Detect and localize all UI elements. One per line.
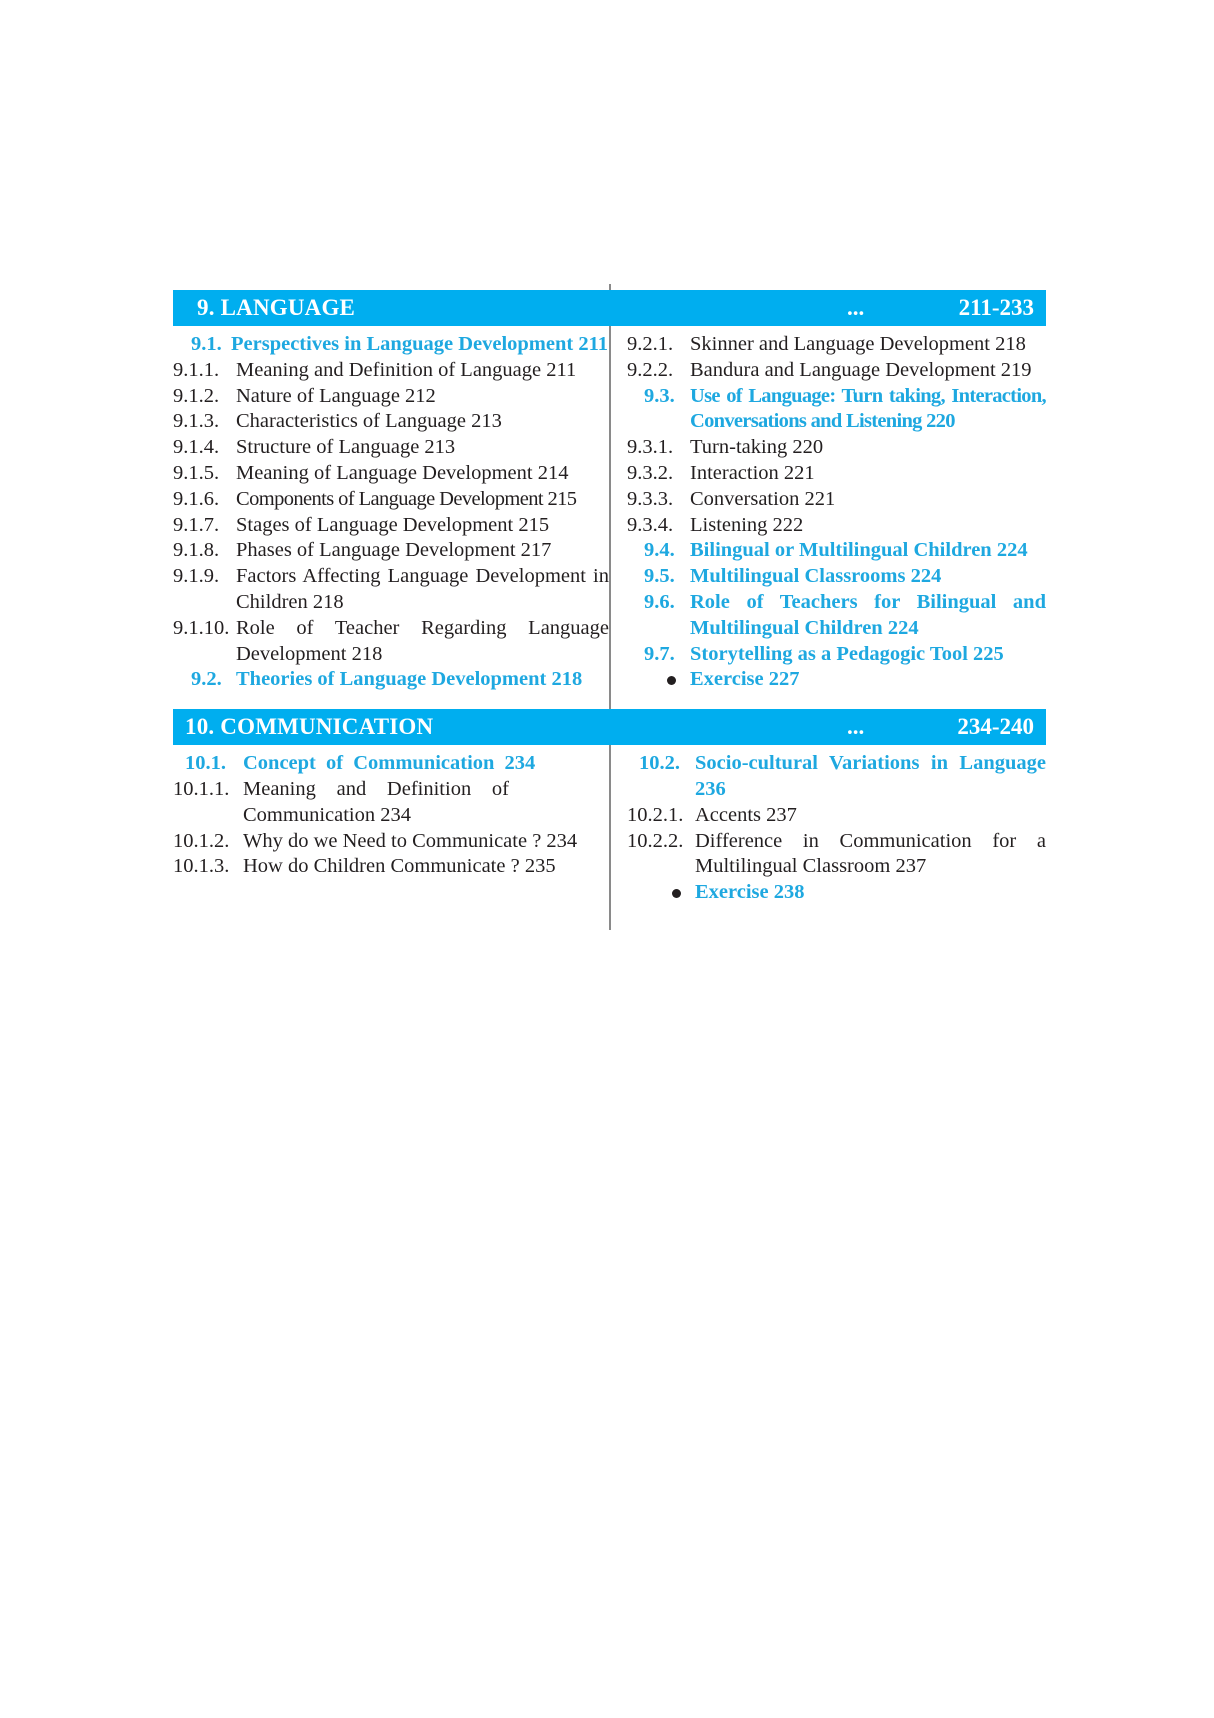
entry-text: Why do we Need to Communicate ? 234 bbox=[243, 829, 578, 852]
entry-number: 9.7. bbox=[644, 642, 675, 665]
toc-entry[interactable] bbox=[173, 384, 609, 410]
bullet-icon bbox=[667, 676, 676, 685]
entry-number: 9.1.3. bbox=[173, 410, 220, 433]
toc-entry[interactable] bbox=[627, 803, 1046, 829]
chapter-page-range: 211-233 bbox=[958, 295, 1034, 320]
entry-number: 9.2.2. bbox=[627, 358, 674, 381]
entry-text: Conversation 221 bbox=[690, 487, 836, 510]
toc-entry[interactable] bbox=[173, 564, 609, 616]
entry-number: 9.4. bbox=[644, 539, 675, 562]
toc-entry[interactable] bbox=[173, 538, 609, 564]
entry-text: Interaction 221 bbox=[690, 461, 815, 484]
entry-number: 10.1.2. bbox=[173, 829, 230, 852]
chapter-9-section bbox=[173, 290, 1046, 693]
toc-entry[interactable] bbox=[627, 513, 1046, 539]
entry-number: 10.2.1. bbox=[627, 803, 684, 826]
entry-number: 9.1.4. bbox=[173, 436, 220, 459]
entry-text: Phases of Language Development 217 bbox=[236, 539, 552, 562]
toc-entry[interactable] bbox=[627, 461, 1046, 487]
toc-entry[interactable] bbox=[627, 487, 1046, 513]
entry-text: Exercise 238 bbox=[695, 881, 805, 904]
entry-number: 9.1. bbox=[191, 333, 222, 355]
toc-entry[interactable] bbox=[627, 829, 1046, 881]
entry-text: Factors Affecting Language Development in Children 218 bbox=[236, 565, 609, 613]
toc-entry-exercise[interactable] bbox=[627, 667, 1046, 693]
entry-number: 9.3.3. bbox=[627, 487, 674, 510]
entry-text: Stages of Language Development 215 bbox=[236, 513, 550, 536]
entry-text: Multilingual Classrooms 224 bbox=[690, 565, 942, 588]
chapter-title: 9. LANGUAGE bbox=[197, 295, 356, 320]
table-of-contents bbox=[173, 290, 1046, 906]
toc-entry[interactable] bbox=[627, 332, 1046, 358]
entry-number: 10.1.3. bbox=[173, 855, 230, 878]
entry-number: 9.1.6. bbox=[173, 487, 220, 510]
entry-text: Perspectives in Language Development 211 bbox=[231, 333, 608, 355]
chapter-leader-dots: ... bbox=[847, 714, 865, 740]
entry-number: 9.3.4. bbox=[627, 513, 674, 536]
entry-text: Characteristics of Language 213 bbox=[236, 410, 502, 433]
toc-entry[interactable] bbox=[627, 358, 1046, 384]
entry-number: 9.3.2. bbox=[627, 461, 674, 484]
entry-text: Turn-taking 220 bbox=[690, 436, 824, 459]
entry-number: 9.1.2. bbox=[173, 384, 220, 407]
toc-entry[interactable] bbox=[173, 358, 609, 384]
entry-text: Theories of Language Development 218 bbox=[236, 668, 583, 691]
toc-entry[interactable] bbox=[173, 513, 609, 539]
chapter-title: 10. COMMUNICATION bbox=[185, 714, 434, 740]
entry-text: Storytelling as a Pedagogic Tool 225 bbox=[690, 642, 1004, 665]
left-column bbox=[173, 332, 609, 693]
toc-entry-major[interactable] bbox=[173, 751, 609, 777]
entry-number: 9.1.5. bbox=[173, 461, 220, 484]
toc-entry[interactable] bbox=[173, 435, 609, 461]
entry-text: Structure of Language 213 bbox=[236, 436, 456, 459]
toc-entry-major[interactable] bbox=[173, 332, 609, 358]
entry-text: Listening 222 bbox=[690, 513, 804, 536]
entry-number: 9.1.9. bbox=[173, 565, 220, 588]
toc-entry[interactable] bbox=[173, 777, 609, 829]
entry-text: Exercise 227 bbox=[690, 668, 800, 691]
toc-entry-major[interactable] bbox=[627, 590, 1046, 642]
entry-number: 10.1. bbox=[185, 752, 226, 775]
entry-number: 9.1.7. bbox=[173, 513, 220, 536]
toc-entry-major[interactable] bbox=[627, 564, 1046, 590]
left-column bbox=[173, 751, 609, 906]
toc-entry-major[interactable] bbox=[173, 667, 609, 693]
entry-text: Accents 237 bbox=[695, 803, 797, 826]
entry-number: 9.6. bbox=[644, 590, 675, 613]
entry-number: 9.1.1. bbox=[173, 358, 220, 381]
chapter-10-section bbox=[173, 709, 1046, 906]
entry-number: 9.1.8. bbox=[173, 539, 220, 562]
entry-text: Use of Language: Turn taking, Interaction, Conversations and Listening 220 bbox=[690, 384, 1046, 433]
entry-text: Components of Language Development 215 bbox=[236, 487, 577, 510]
entry-text: How do Children Communicate ? 235 bbox=[243, 855, 556, 878]
toc-entry[interactable] bbox=[173, 461, 609, 487]
chapter-page-range: 234-240 bbox=[957, 714, 1034, 740]
entry-text: Role of Teacher Regarding Language Development 218 bbox=[236, 616, 609, 665]
right-column bbox=[609, 751, 1046, 906]
chapter-header-bar bbox=[173, 290, 1046, 326]
toc-entry[interactable] bbox=[173, 409, 609, 435]
toc-entry-major[interactable] bbox=[627, 538, 1046, 564]
entry-text: Meaning of Language Development 214 bbox=[236, 461, 569, 484]
toc-entry-exercise[interactable] bbox=[627, 880, 1046, 906]
entry-text: Skinner and Language Development 218 bbox=[690, 333, 1026, 355]
toc-entry[interactable] bbox=[173, 854, 609, 880]
toc-entry-major[interactable] bbox=[627, 642, 1046, 668]
entry-text: Difference in Communication for a Multilingual Classroom 237 bbox=[695, 829, 1046, 878]
entry-text: Role of Teachers for Bilingual and Multilingual Children 224 bbox=[690, 590, 1046, 639]
entry-number: 10.2. bbox=[639, 752, 680, 775]
entry-text: Concept of Communication 234 bbox=[243, 752, 536, 775]
entry-number: 9.3.1. bbox=[627, 436, 674, 459]
bullet-icon bbox=[672, 889, 681, 898]
toc-entry[interactable] bbox=[173, 829, 609, 855]
chapter-leader-dots: ... bbox=[847, 295, 865, 320]
entry-number: 9.2. bbox=[191, 668, 222, 691]
entry-number: 9.2.1. bbox=[627, 333, 674, 355]
toc-entry-major[interactable] bbox=[627, 751, 1046, 803]
toc-entry[interactable] bbox=[173, 616, 609, 668]
entry-text: Meaning and Definition of Language 211 bbox=[236, 358, 577, 381]
entry-text: Socio-cultural Variations in Language 236 bbox=[695, 752, 1046, 800]
entry-text: Bilingual or Multilingual Children 224 bbox=[690, 539, 1028, 562]
entry-number: 10.1.1. bbox=[173, 777, 230, 800]
chapter-header-bar bbox=[173, 709, 1046, 745]
toc-entry-major[interactable] bbox=[627, 384, 1046, 436]
entry-number: 10.2.2. bbox=[627, 829, 684, 852]
entry-number: 9.1.10. bbox=[173, 616, 230, 639]
toc-entry[interactable] bbox=[627, 435, 1046, 461]
entry-text: Meaning and Definition of Communication 234 bbox=[243, 777, 509, 826]
entry-number: 9.5. bbox=[644, 565, 675, 588]
toc-entry[interactable] bbox=[173, 487, 609, 513]
entry-text: Nature of Language 212 bbox=[236, 384, 436, 407]
right-column bbox=[609, 332, 1046, 693]
entry-number: 9.3. bbox=[644, 384, 675, 407]
entry-text: Bandura and Language Development 219 bbox=[690, 358, 1032, 381]
